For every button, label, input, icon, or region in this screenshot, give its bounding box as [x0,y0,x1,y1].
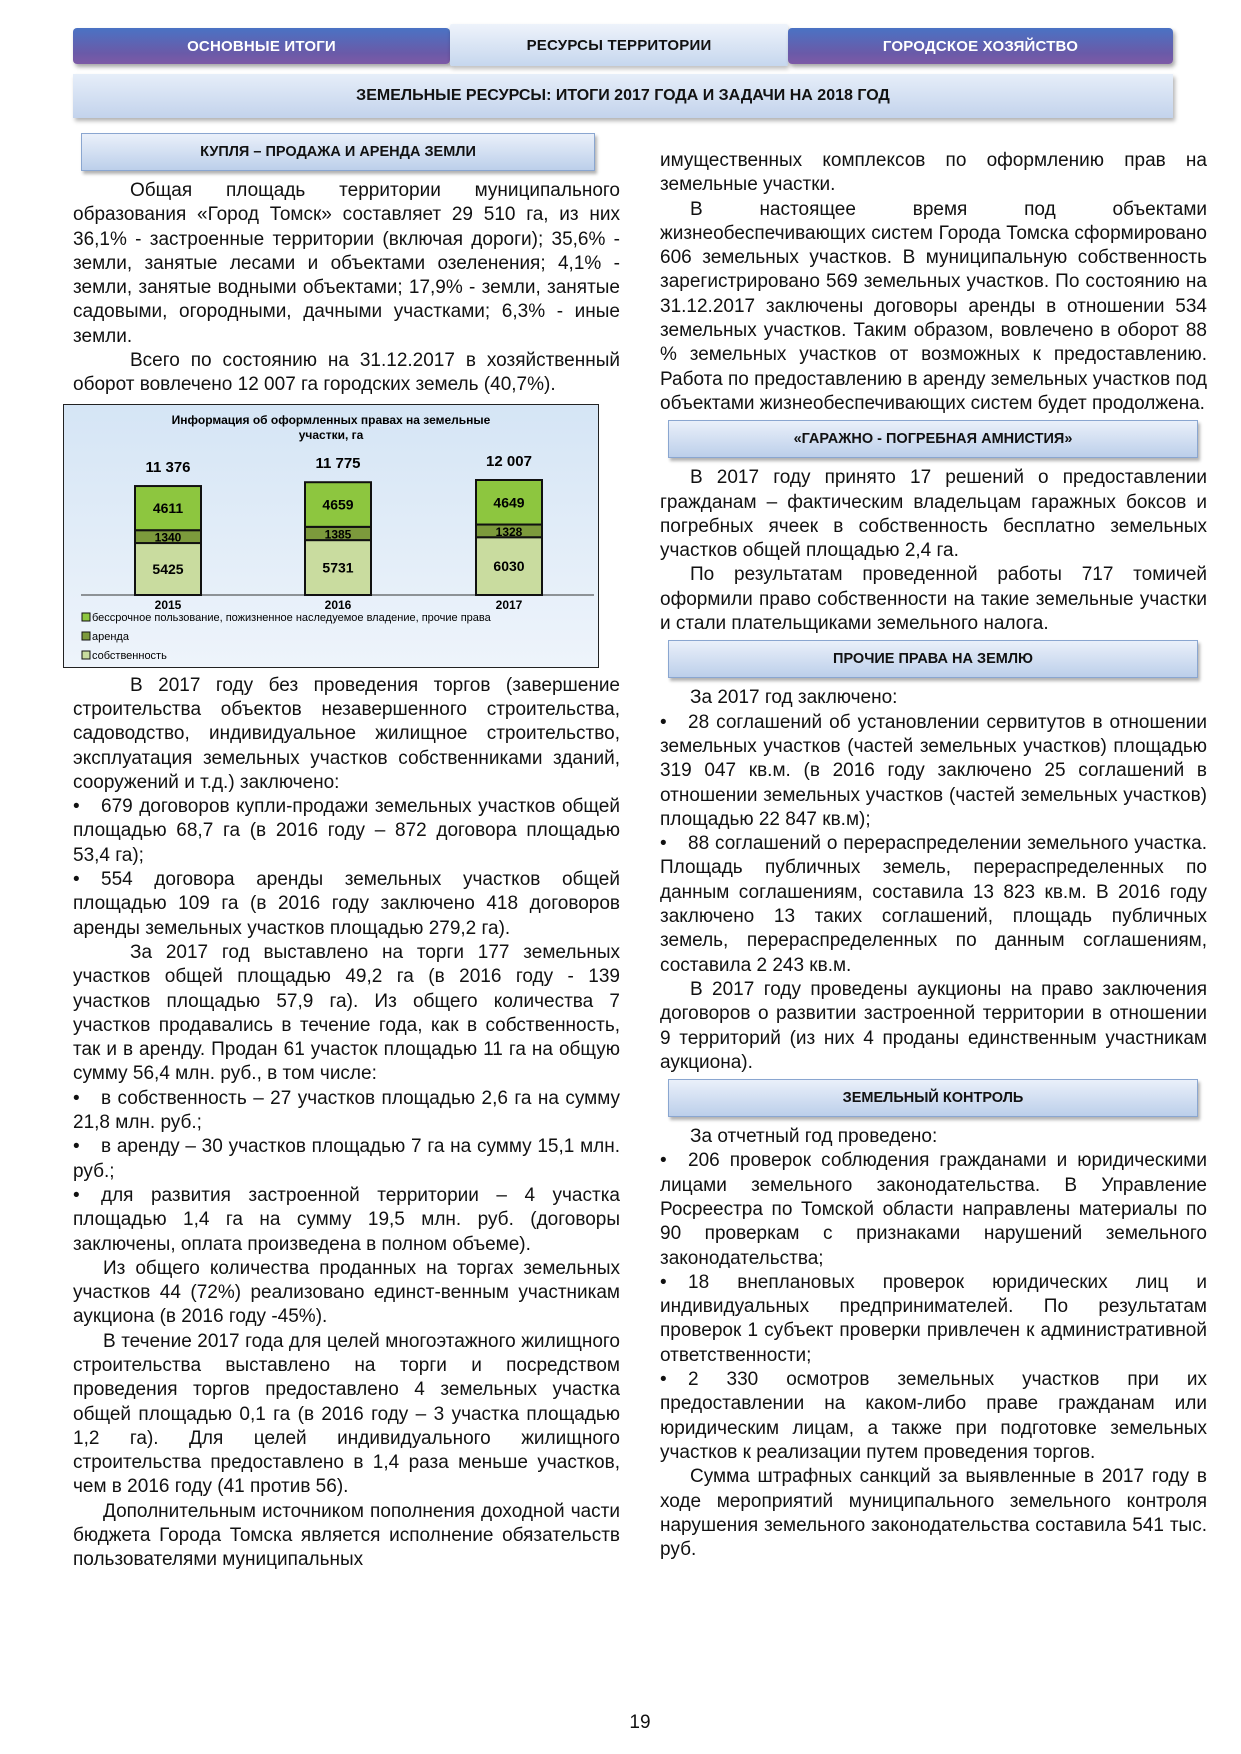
section-header-land-sale: КУПЛЯ – ПРОДАЖА И АРЕНДА ЗЕМЛИ [81,133,595,171]
legend-label: аренда [92,630,129,643]
list-item: • 18 внеплановых проверок юридических лиц и индивидуальных предпринимателей. По результатам проверок 1 субъект проверки привлечен к административной ответственности; [660,1271,1207,1368]
data-label: 1340 [154,530,182,545]
data-label: 6030 [493,557,525,574]
paragraph: В 2017 году принято 17 решений о предоставлении гражданам – фактическим владельцам гаражных боксов и погребных ячеек в собственность бесплатно земельных участков общей площадью 2,4 га. [660,467,1207,562]
paragraph: В настоящее время под объектами жизнеобеспечивающих систем Города Томска сформировано 606 земельных участков. В муниципальную собственность зарегистрировано 569 земельных участков. По состоянию на 31.12.2017 заключены договоры аренды в отношении 534 земельных участков. Таким образом, вовлечено в оборот 88 % земельных участков от возможных к предоставлению. Работа по предоставлению в аренду земельных участков под объектами жизнеобеспечивающих систем будет продолжена. [660,198,1207,414]
tab-city-economy[interactable]: ГОРОДСКОЕ ХОЗЯЙСТВО [788,28,1173,64]
land-rights-chart [63,404,599,668]
list-item: • 679 договоров купли-продажи земельных участков общей площадью 68,7 га (в 2016 году – 872 договора площадью 53,4 га); [73,795,620,868]
paragraph: Дополнительным источником пополнения доходной части бюджета Города Томска является исполнение обязательств пользователями муниципальных [73,1500,620,1571]
paragraph: В 2017 году без проведения торгов (завершение строительства объектов незавершенного строительства, садоводство, индивидуальное жилищное строительство, эксплуатация земельных участков собственниками зданий, сооружений и т.д.) заключено: [73,674,620,793]
legend-swatch [82,613,90,621]
list-item: • 2 330 осмотров земельных участков при их предоставлении на каком-либо праве гражданам или юридическим лицам, а также при подготовке земельных участков к реализации путем проведения торгов. [660,1368,1207,1465]
chart-title: Информация об оформленных правах на земельные [171,412,491,427]
legend-label: собственность [92,649,167,662]
x-tick-label: 2016 [324,597,352,612]
list-item: • 554 договора аренды земельных участков общей площадью 109 га (в 2016 году заключено 418 договоров аренды земельных участков площадью 279,2 га). [73,868,620,941]
page-title: ЗЕМЕЛЬНЫЕ РЕСУРСЫ: ИТОГИ 2017 ГОДА И ЗАДАЧИ НА 2018 ГОД [73,74,1173,118]
list-item: • 88 соглашений о перераспределении земельного участка. Площадь публичных земель, перераспределенных по данным соглашениям, составила 13 823 кв.м. В 2016 году заключено 13 таких соглашений, площадь публичных земель, перераспределенных по данным соглашениям, составила 2 243 кв.м. [660,832,1207,978]
paragraph: имущественных комплексов по оформлению прав на земельные участки. [660,150,1207,196]
section-header-garage-amnesty: «ГАРАЖНО - ПОГРЕБНАЯ АМНИСТИЯ» [668,420,1198,458]
paragraph: В 2017 году проведены аукционы на право заключения договоров о развитии застроенной территории в отношении 9 территорий (из них 4 проданы единственным участникам аукциона). [660,978,1207,1073]
paragraph: За отчетный год проведено: [690,1126,938,1148]
paragraph: По результатам проведенной работы 717 томичей оформили право собственности на такие земельные участки и стали плательщиками земельного налога. [660,564,1207,635]
paragraph: Из общего количества проданных на торгах земельных участков 44 (72%) реализовано единст-венным участникам аукциона (в 2016 году -45%). [73,1257,620,1328]
chart-title: участки, га [298,427,364,442]
tab-main-results[interactable]: ОСНОВНЫЕ ИТОГИ [73,28,450,64]
legend-swatch [82,651,90,659]
tab-territory-resources[interactable]: РЕСУРСЫ ТЕРРИТОРИИ [450,24,788,66]
data-label: 1328 [495,524,523,539]
data-label: 4611 [152,499,184,516]
left-column [73,129,620,1573]
data-label: 4649 [493,493,525,510]
total-label: 11 376 [145,458,191,476]
chart-canvas [64,405,598,667]
page-number: 19 [629,1712,651,1733]
section-header-other-rights: ПРОЧИЕ ПРАВА НА ЗЕМЛЮ [668,640,1198,678]
legend-swatch [82,632,90,640]
paragraph: Всего по состоянию на 31.12.2017 в хозяйственный оборот вовлечено 12 007 га городских земель (40,7%). [73,350,620,396]
data-label: 5731 [322,559,354,576]
list-item: • в собственность – 27 участков площадью 2,6 га на сумму 21,8 млн. руб.; [73,1087,620,1136]
data-label: 4659 [322,496,354,513]
x-tick-label: 2015 [154,597,182,612]
paragraph: За 2017 год выставлено на торги 177 земельных участков общей площадью 49,2 га (в 2016 году - 139 участков площадью 57,9 га). Из общего количества 7 участков продавались в течение года, как в собственность, так и в аренду. Продан 61 участок площадью 11 га на общую сумму 56,4 млн. руб., в том числе: [73,941,620,1085]
total-label: 11 775 [315,454,361,472]
list-item: • в аренду – 30 участков площадью 7 га на сумму 15,1 млн. руб.; [73,1135,620,1184]
paragraph: За 2017 год заключено: [690,687,898,709]
data-label: 5425 [152,560,184,577]
right-column [660,149,1207,1562]
list-item: • 28 соглашений об установлении сервитутов в отношении земельных участков (частей земельных участков) площадью 319 047 кв.м. (в 2016 году заключено 25 соглашений в отношении земельных участков (частей земельных участков) площадью 22 847 кв.м); [660,711,1207,832]
paragraph: Сумма штрафных санкций за выявленные в 2017 году в ходе мероприятий муниципального земельного контроля нарушения земельного законодательства составила 541 тыс. руб. [660,1466,1207,1561]
total-label: 12 007 [486,452,532,470]
x-tick-label: 2017 [495,597,523,612]
list-item: • для развития застроенной территории – 4 участка площадью 1,4 га на сумму 19,5 млн. руб. (договоры заключены, оплата произведена в полном объеме). [73,1184,620,1257]
paragraph: Общая площадь территории муниципального образования «Город Томск» составляет 29 510 га, из них 36,1% - застроенные территории (включая дороги); 35,6% - земли, занятые лесами и объектами озеленения; 4,1% - земли, занятые водными объектами; 17,9% - земли, занятые садовыми, огородными, дачными участками; 6,3% - иные земли. [73,180,620,347]
legend-label: бессрочное пользование, пожизненное наследуемое владение, прочие права [92,611,491,624]
list-item: • 206 проверок соблюдения гражданами и юридическими лицами земельного законодательства. В Управление Росреестра по Томской области направлены материалы по 90 проверкам с признаками нарушений земельного законодательства; [660,1149,1207,1270]
section-header-land-control: ЗЕМЕЛЬНЫЙ КОНТРОЛЬ [668,1079,1198,1117]
paragraph: В течение 2017 года для целей многоэтажного жилищного строительства выставлено на торги и посредством проведения торгов предоставлено 4 земельных участка общей площадью 0,1 га (в 2016 году – 3 участка площадью 1,2 га). Для целей индивидуального жилищного строительства предоставлено в 1,4 раза меньше участков, чем в 2016 году (41 против 56). [73,1330,620,1498]
data-label: 1385 [324,527,352,542]
